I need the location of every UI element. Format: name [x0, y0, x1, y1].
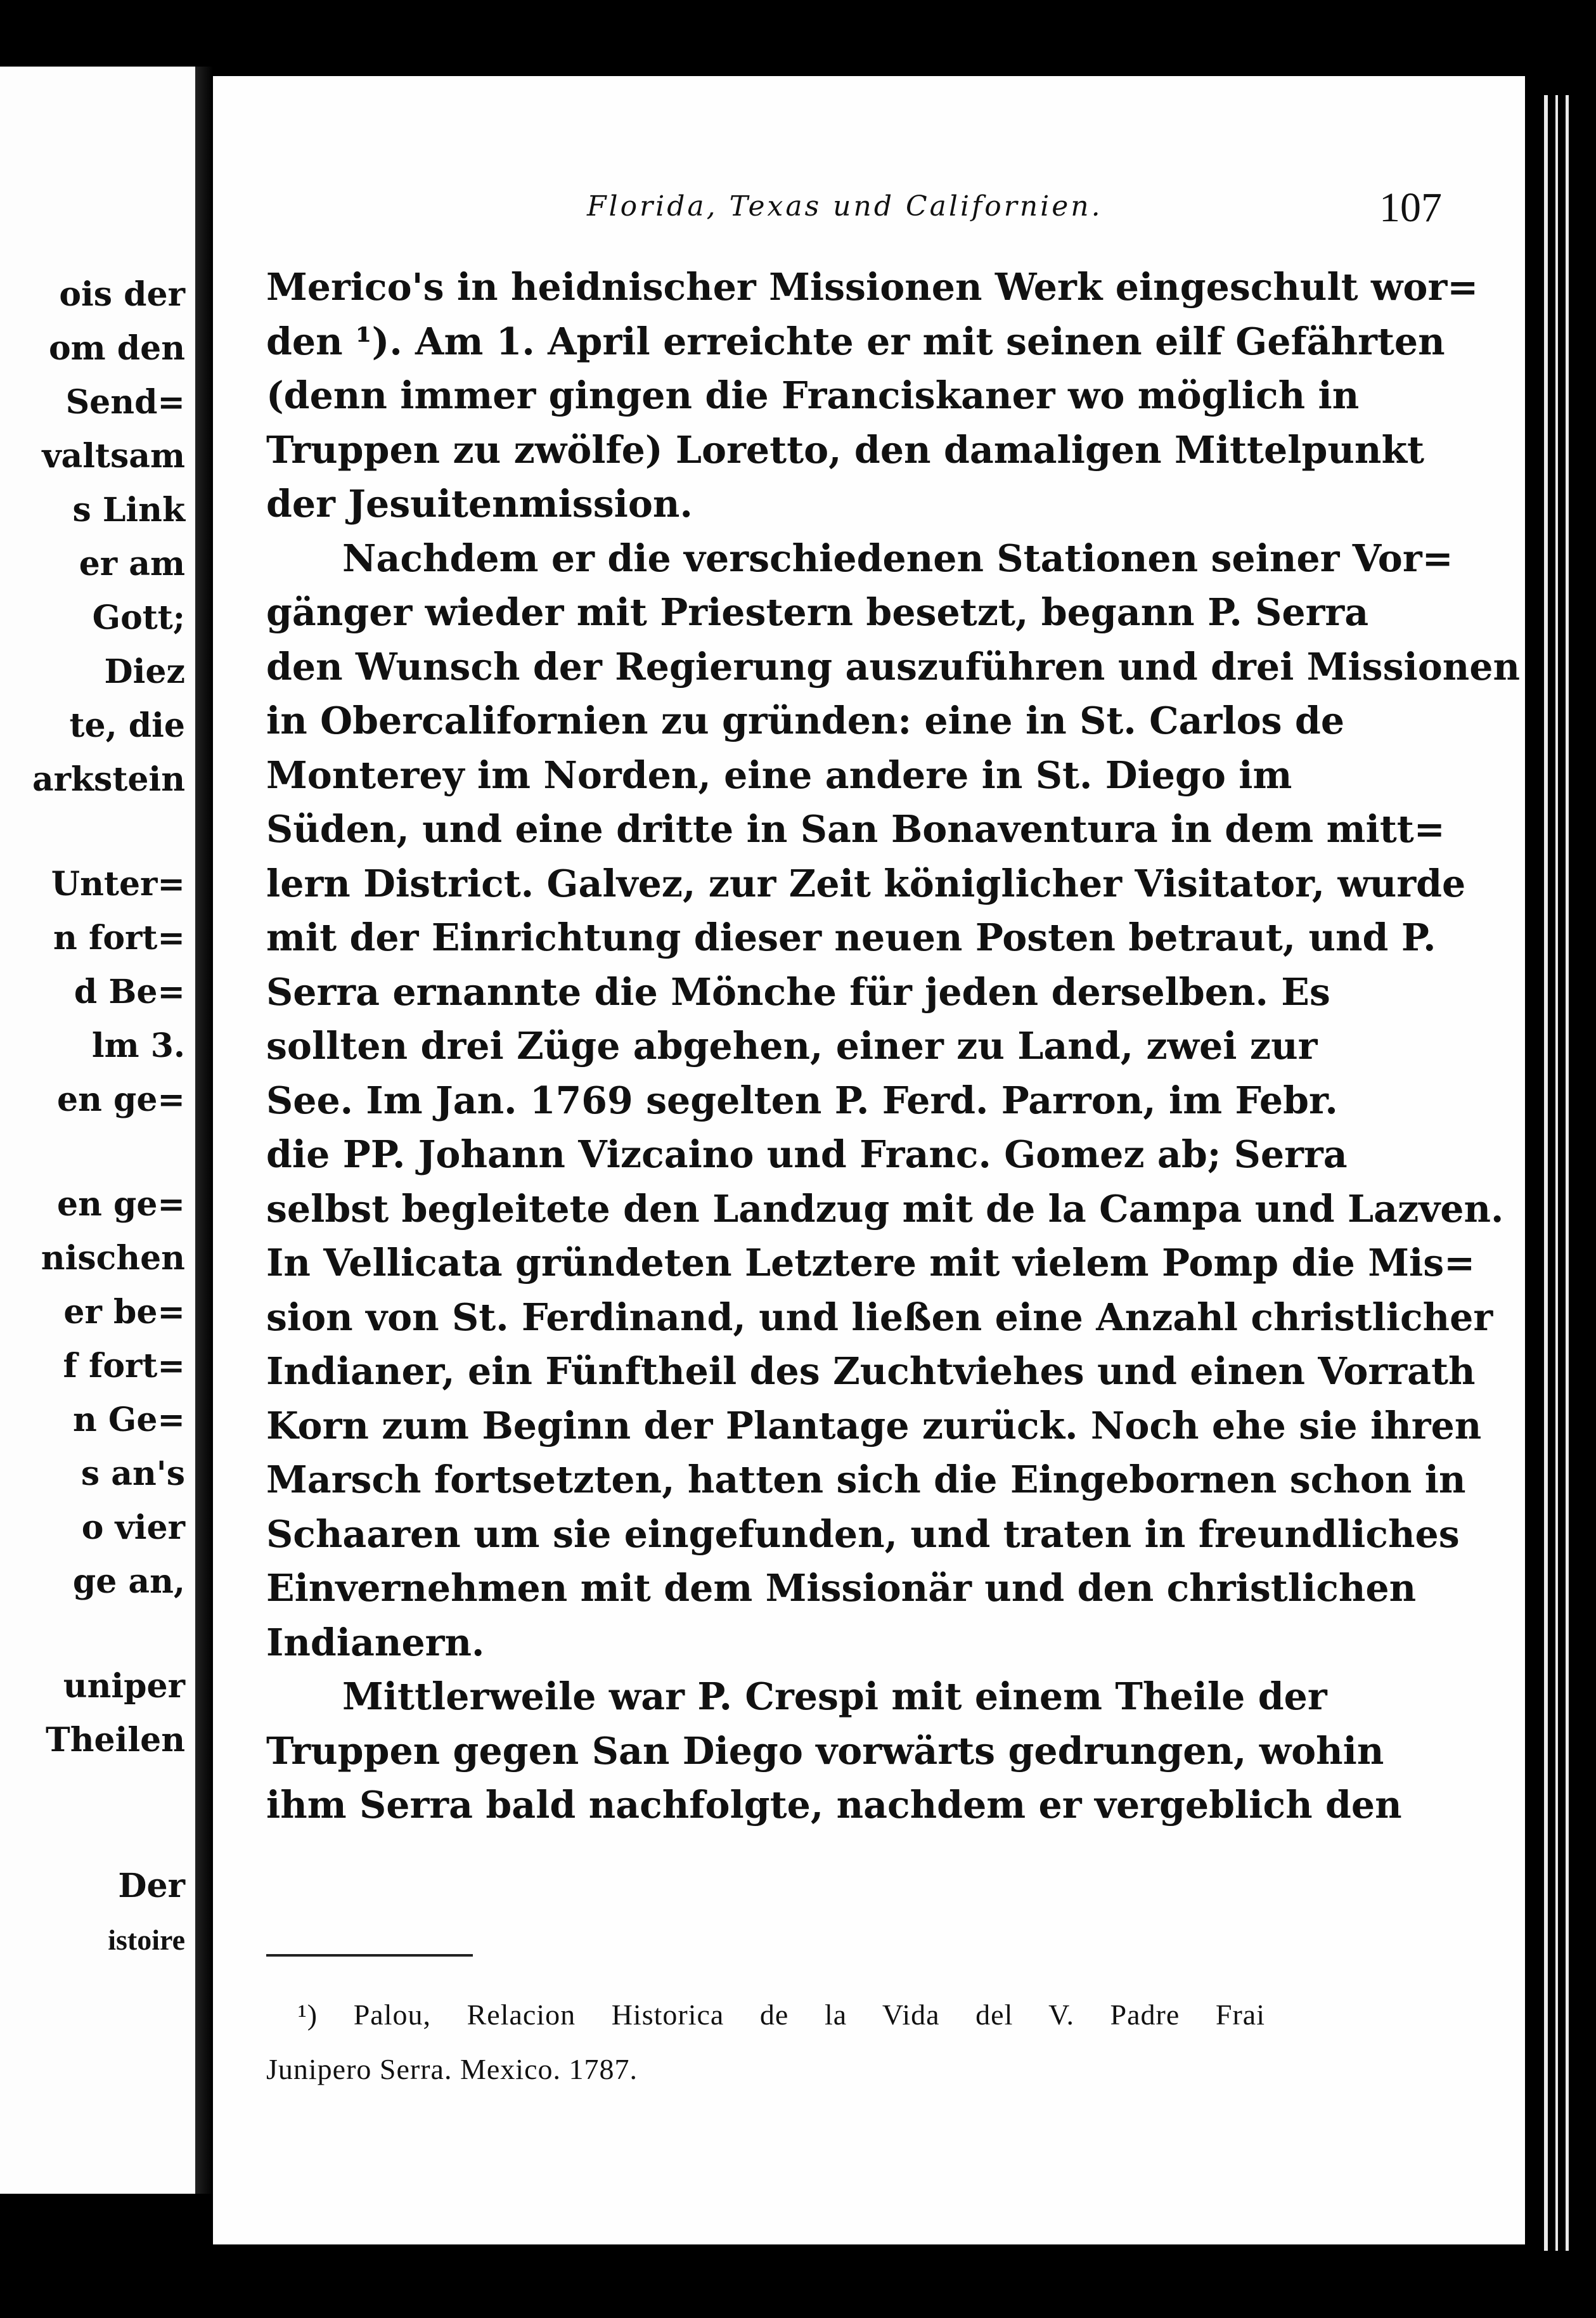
- left-fragment: Gott;: [92, 599, 185, 637]
- text-line: (denn immer gingen die Franciskaner wo möglich in: [266, 373, 1360, 417]
- page-edge-line: [1566, 95, 1569, 2251]
- text-line: sollten drei Züge abgehen, einer zu Land, zwei zur: [266, 1024, 1318, 1068]
- text-line: ihm Serra bald nachfolgte, nachdem er vergeblich den: [266, 1783, 1402, 1827]
- left-fragment: f fort=: [63, 1347, 185, 1385]
- footnote-line: ¹) Palou, Relacion Historica de la Vida del V. Padre Frai: [298, 1998, 1265, 2031]
- page-edge-line: [1555, 95, 1558, 2251]
- left-fragment: d Be=: [74, 973, 185, 1011]
- text-line: sion von St. Ferdinand, und ließen eine Anzahl christlicher: [266, 1295, 1493, 1339]
- text-line: Serra ernannte die Mönche für jeden derselben. Es: [266, 969, 1330, 1014]
- left-fragment: arkstein: [32, 760, 185, 799]
- text-line: Merico's in heidnischer Missionen Werk eingeschult wor=: [266, 265, 1479, 309]
- left-fragment: ge an,: [72, 1562, 185, 1601]
- left-fragment: valtsam: [42, 437, 185, 476]
- text-line: den Wunsch der Regierung auszuführen und drei Missionen: [266, 644, 1521, 689]
- left-fragment: ois der: [59, 275, 185, 314]
- left-fragment: er be=: [63, 1293, 185, 1331]
- text-line: mit der Einrichtung dieser neuen Posten betraut, und P.: [266, 916, 1436, 959]
- left-fragment: om den: [48, 329, 185, 368]
- left-fragment: er am: [79, 545, 185, 583]
- text-line: der Jesuitenmission.: [266, 482, 693, 526]
- left-fragment: n fort=: [53, 919, 185, 957]
- page-edge-line: [1544, 95, 1548, 2251]
- left-fragment: s Link: [72, 491, 185, 529]
- left-fragment: nischen: [41, 1239, 185, 1278]
- left-fragment: en ge=: [56, 1080, 185, 1119]
- text-line: Monterey im Norden, eine andere in St. Diego im: [266, 753, 1292, 797]
- text-line: Indianern.: [266, 1620, 485, 1664]
- text-line: Mittlerweile war P. Crespi mit einem Theile der: [342, 1674, 1327, 1718]
- text-line: Marsch fortsetzten, hatten sich die Eingebornen schon in: [266, 1458, 1466, 1501]
- text-line: Indianer, ein Fünftheil des Zuchtviehes und einen Vorrath: [266, 1349, 1476, 1393]
- left-fragment: n Ge=: [73, 1401, 185, 1439]
- left-fragment: uniper: [63, 1667, 185, 1706]
- right-page: [213, 76, 1525, 2244]
- left-fragment: en ge=: [56, 1185, 185, 1224]
- text-line: selbst begleitete den Landzug mit de la Campa und Lazven.: [266, 1186, 1504, 1231]
- text-line: die PP. Johann Vizcaino und Franc. Gomez ab; Serra: [266, 1132, 1348, 1176]
- footnote-rule: [266, 1954, 473, 1957]
- text-line: Korn zum Beginn der Plantage zurück. Noch ehe sie ihren: [266, 1403, 1482, 1447]
- text-line: Schaaren um sie eingefunden, und traten in freundliches: [266, 1512, 1460, 1556]
- left-fragment: Send=: [65, 383, 185, 422]
- left-fragment: Theilen: [46, 1721, 185, 1759]
- left-fragment: istoire: [108, 1924, 185, 1956]
- text-line: Truppen zu zwölfe) Loretto, den damaligen Mittelpunkt: [266, 427, 1425, 472]
- page-number: 107: [1379, 185, 1442, 231]
- text-line: See. Im Jan. 1769 segelten P. Ferd. Parron, im Febr.: [266, 1078, 1338, 1122]
- running-head: Florida, Texas und Californien.: [587, 190, 1103, 223]
- text-line: lern District. Galvez, zur Zeit königlicher Visitator, wurde: [266, 861, 1466, 905]
- left-fragment: te, die: [69, 706, 185, 745]
- left-fragment: Der: [118, 1867, 185, 1905]
- left-fragment: o vier: [81, 1508, 185, 1547]
- footnote: [266, 1988, 1265, 2097]
- gutter-shadow: [195, 67, 213, 2194]
- text-line: Truppen gegen San Diego vorwärts gedrungen, wohin: [266, 1728, 1384, 1773]
- left-fragment: s an's: [80, 1454, 185, 1493]
- left-fragment: Diez: [104, 652, 185, 691]
- body-text: [266, 260, 1521, 1832]
- left-page: [0, 67, 195, 2194]
- footnote-line: Junipero Serra. Mexico. 1787.: [266, 2053, 638, 2085]
- text-line: Nachdem er die verschiedenen Stationen seiner Vor=: [342, 536, 1453, 580]
- text-line: den ¹). Am 1. April erreichte er mit seinen eilf Gefährten: [266, 319, 1445, 363]
- text-line: Süden, und eine dritte in San Bonaventura in dem mitt=: [266, 807, 1445, 851]
- left-fragment: lm 3.: [91, 1026, 185, 1065]
- text-line: In Vellicata gründeten Letztere mit vielem Pomp die Mis=: [266, 1241, 1476, 1285]
- text-line: Einvernehmen mit dem Missionär und den christlichen: [266, 1566, 1417, 1610]
- book-edge: [1525, 95, 1596, 2251]
- text-line: in Obercalifornien zu gründen: eine in St. Carlos de: [266, 699, 1345, 742]
- left-fragment: Unter=: [51, 865, 185, 903]
- text-line: gänger wieder mit Priestern besetzt, begann P. Serra: [266, 590, 1369, 634]
